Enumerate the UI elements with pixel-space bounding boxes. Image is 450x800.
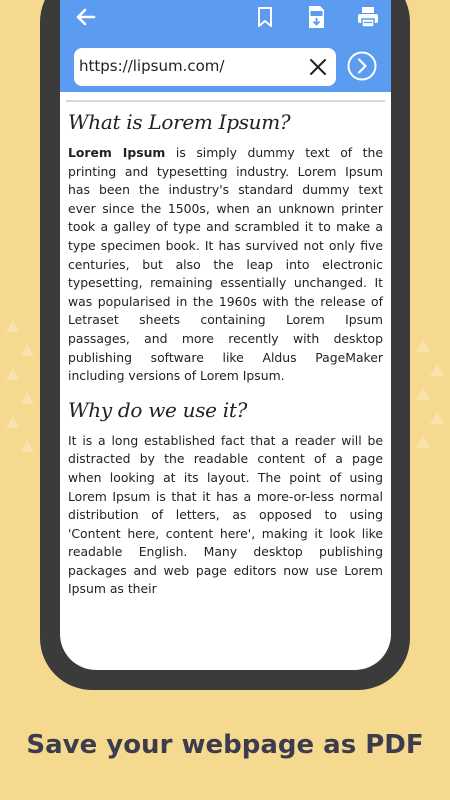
section-heading-what: What is Lorem Ipsum?	[68, 110, 291, 134]
print-button[interactable]	[355, 4, 381, 30]
back-button[interactable]	[72, 4, 100, 30]
arrow-left-icon	[72, 4, 100, 30]
section-paragraph-what	[68, 144, 383, 386]
close-icon	[306, 55, 330, 79]
url-input[interactable]: https://lipsum.com/	[79, 57, 225, 75]
app-toolbar	[60, 0, 391, 92]
printer-icon	[355, 4, 381, 30]
url-field[interactable]	[74, 48, 336, 86]
section-paragraph-why: It is a long established fact that a reader will be distracted by the readable content of a page when looking at its layout. The point of using Lorem Ipsum is that it has a more-or-less normal distribution of letters, as opposed to using 'Content here, content here', making it look like readable English. Many desktop publishing packages and web page editors now use Lorem Ipsum as their	[68, 432, 383, 597]
section-heading-why: Why do we use it?	[68, 397, 248, 422]
bookmark-button[interactable]	[252, 4, 278, 30]
webpage-content	[68, 100, 383, 611]
go-button[interactable]	[346, 50, 378, 82]
bookmark-icon	[252, 4, 278, 30]
pdf-download-icon	[303, 4, 329, 30]
phone-screen	[60, 0, 391, 670]
content-divider	[66, 100, 385, 102]
promo-caption: Save your webpage as PDF	[26, 730, 424, 760]
lead-bold-text: Lorem Ipsum	[68, 145, 166, 160]
arrow-right-circle-icon	[346, 50, 378, 82]
save-pdf-button[interactable]	[303, 4, 329, 30]
clear-url-button[interactable]	[306, 55, 330, 79]
paragraph-text: is simply dummy text of the printing and typesetting industry. Lorem Ipsum has been the industry's standard dummy text ever since the 1500s, when an unknown printer took a galley of type and scrambled it to make a type specimen book. It has survived not only five centuries, but also the leap into electronic typesetting, remaining essentially unchanged. It was popularised in the 1960s with the release of Letraset sheets containing Lorem Ipsum passages, and more recently with desktop publishing software like Aldus PageMaker including versions of Lorem Ipsum.	[68, 145, 384, 384]
